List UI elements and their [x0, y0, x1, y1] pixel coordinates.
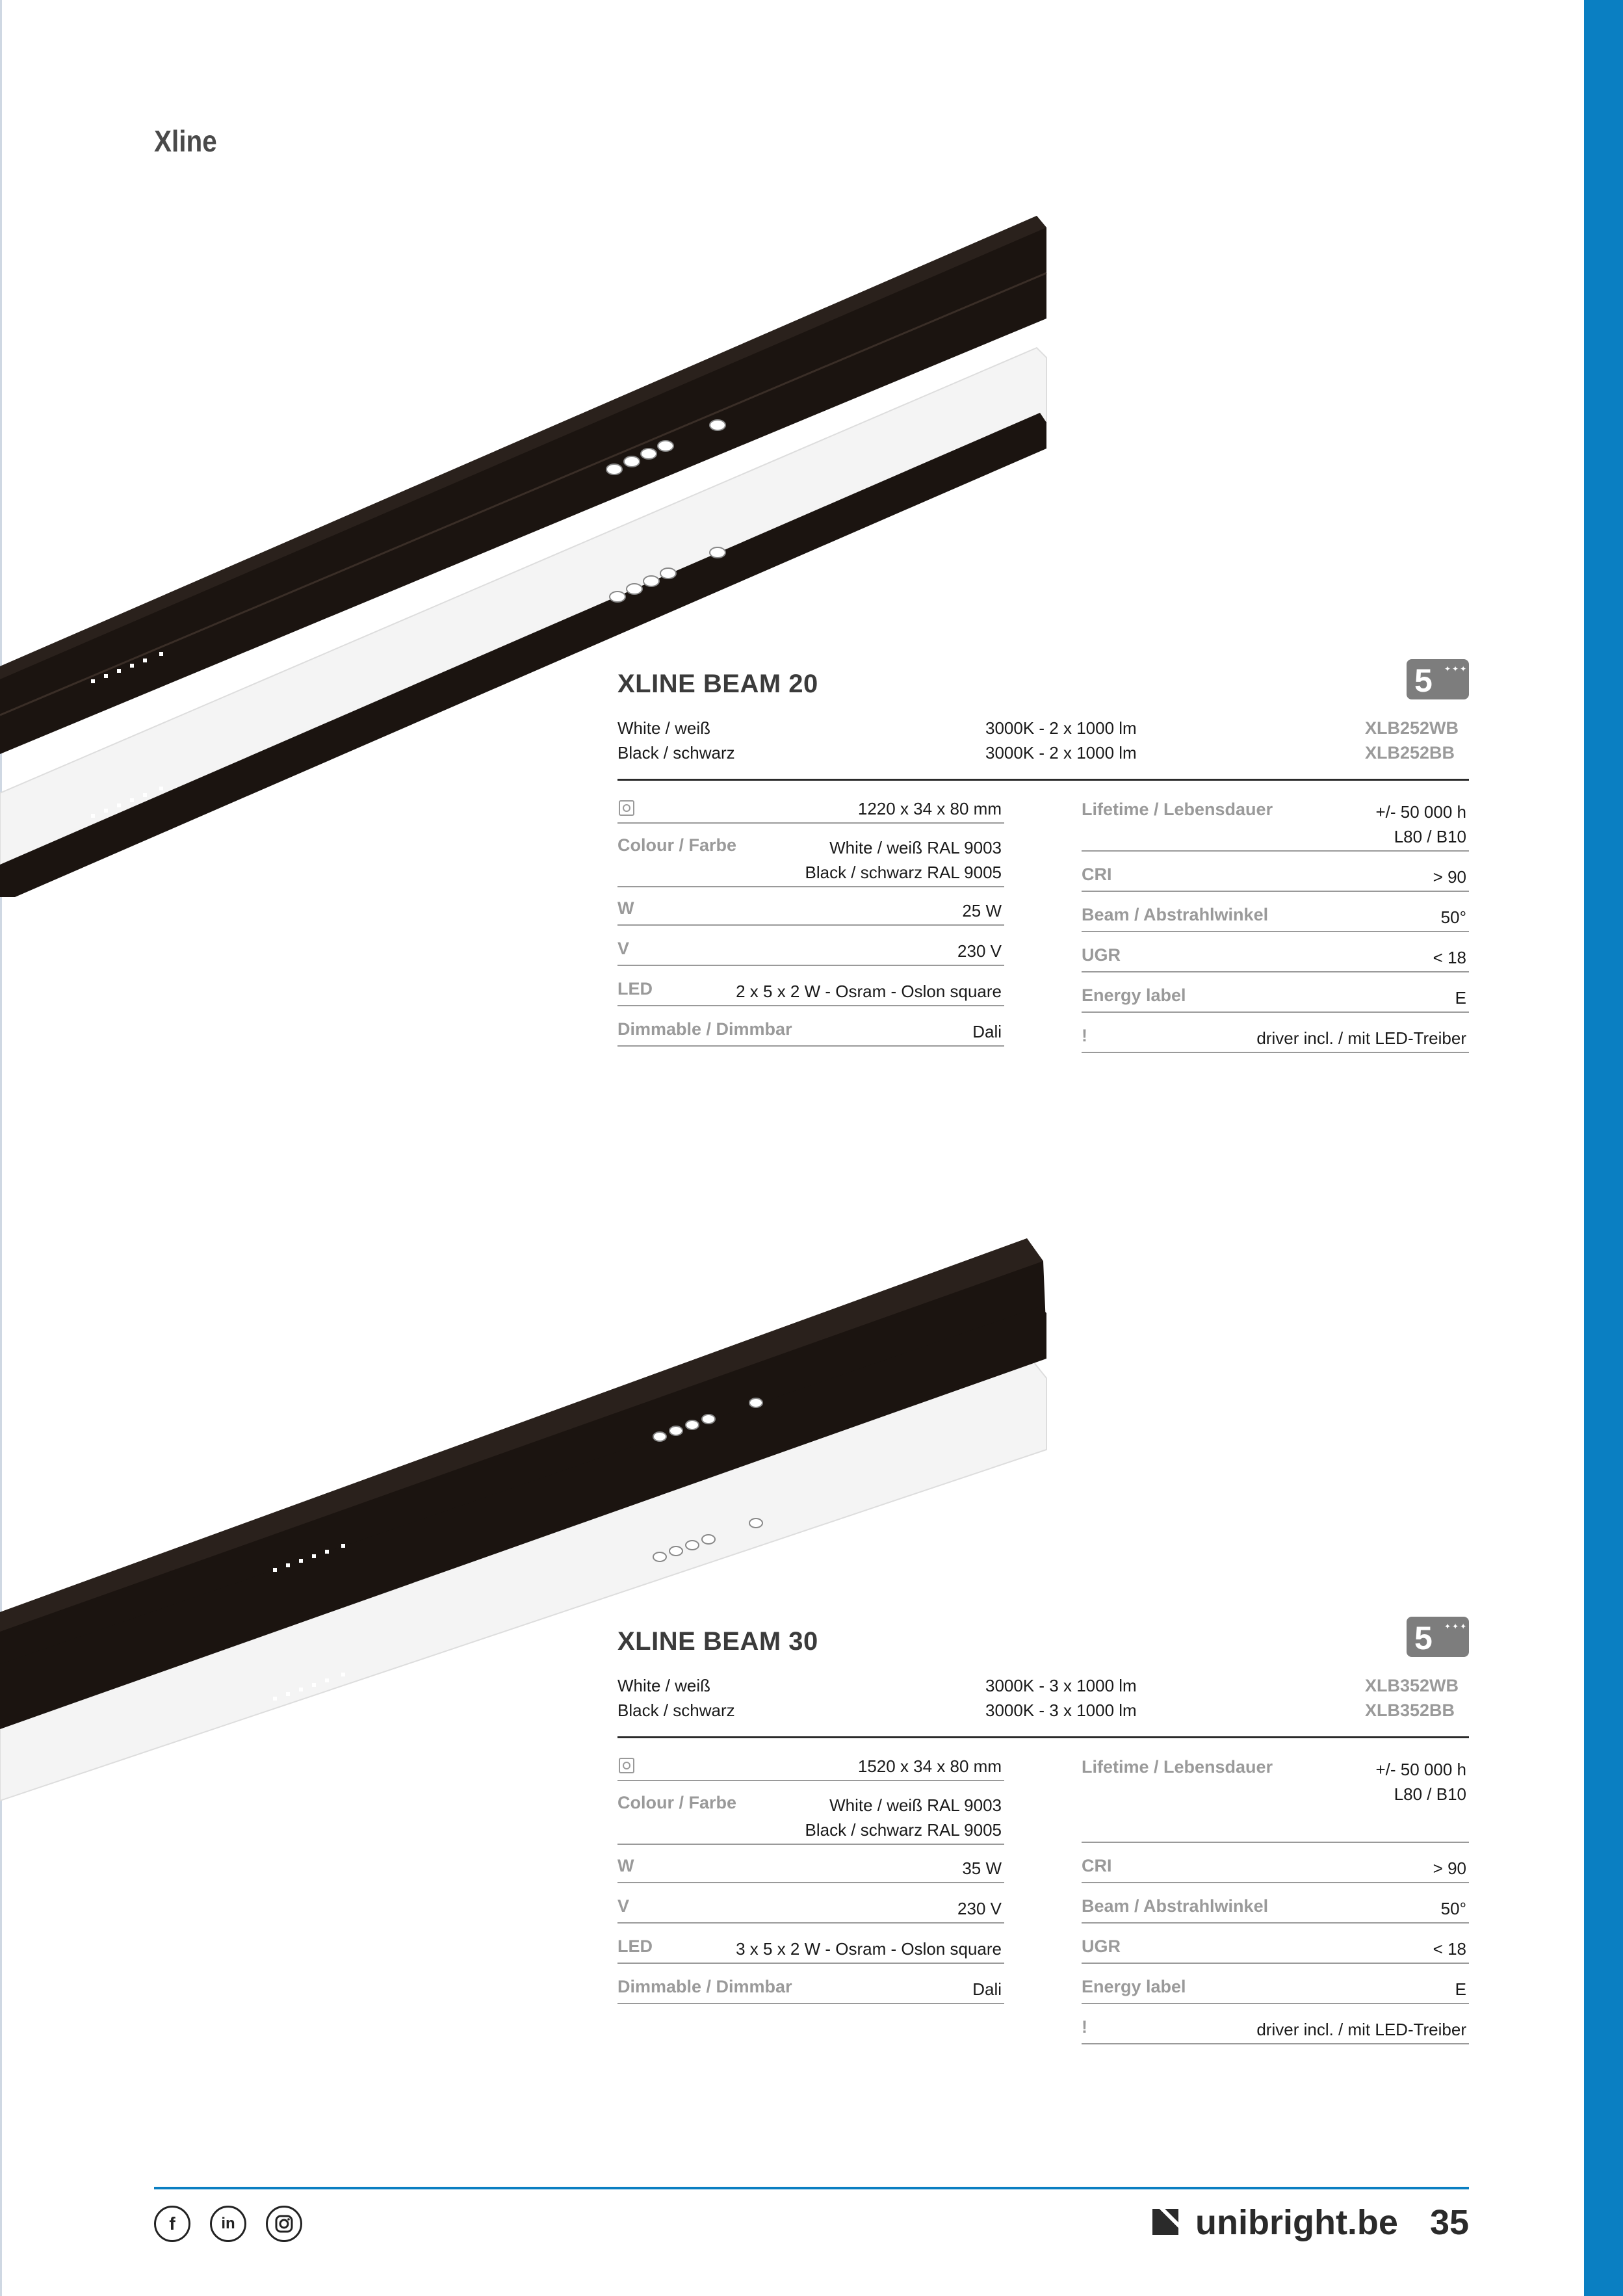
spec-dimensions	[617, 796, 1004, 824]
variant-label: Black / schwarz	[617, 1701, 735, 1720]
spec-value: < 18	[1433, 948, 1466, 967]
spec-label: Energy label	[1082, 985, 1186, 1005]
warranty-badge	[1407, 1617, 1469, 1657]
spec-value: Black / schwarz RAL 9005	[805, 1820, 1002, 1840]
spec-value: 35 W	[962, 1859, 1002, 1878]
spec-value: driver incl. / mit LED-Treiber	[1256, 1028, 1466, 1048]
variant-label: White / weiß	[617, 718, 711, 738]
product-title: XLINE BEAM 30	[617, 1627, 818, 1656]
spec-dimmable	[617, 1019, 1004, 1047]
variant-light: 3000K - 2 x 1000 lm	[985, 718, 1137, 738]
spec-value: driver incl. / mit LED-Treiber	[1256, 2020, 1466, 2039]
variant-light: 3000K - 3 x 1000 lm	[985, 1676, 1137, 1695]
spec-label: W	[617, 1856, 634, 1875]
spec-ugr	[1082, 1937, 1469, 1964]
spec-label: V	[617, 939, 630, 958]
spec-cri	[1082, 865, 1469, 892]
spec-value: Dali	[972, 1979, 1002, 1999]
spec-label: Dimmable / Dimmbar	[617, 1977, 792, 1996]
spec-dimmable	[617, 1977, 1004, 2004]
variant-code: XLB352BB	[1365, 1701, 1455, 1720]
spec-label: !	[1082, 2017, 1087, 2037]
spec-label: Beam / Abstrahlwinkel	[1082, 905, 1269, 924]
variant-label: White / weiß	[617, 1676, 711, 1695]
spec-value: 50°	[1440, 1899, 1466, 1918]
spec-watt	[617, 898, 1004, 926]
spec-label: Beam / Abstrahlwinkel	[1082, 1896, 1269, 1916]
spec-value: Black / schwarz RAL 9005	[805, 863, 1002, 882]
stars-icon: ✦✦✦	[1444, 1622, 1468, 1631]
spec-label: Lifetime / Lebensdauer	[1082, 1757, 1273, 1777]
variant-light: 3000K - 2 x 1000 lm	[985, 743, 1137, 763]
spec-value: +/- 50 000 h	[1375, 802, 1466, 822]
spec-value: 1520 x 34 x 80 mm	[857, 1756, 1002, 1776]
spec-label: LED	[617, 1937, 653, 1956]
spec-label: LED	[617, 979, 653, 998]
spec-label: Energy label	[1082, 1977, 1186, 1996]
spec-value: 25 W	[962, 901, 1002, 920]
variant-code: XLB252WB	[1365, 718, 1459, 738]
spec-volt	[617, 939, 1004, 966]
spec-label: CRI	[1082, 1856, 1112, 1875]
spec-label: CRI	[1082, 865, 1112, 884]
spec-lifetime	[1082, 1757, 1469, 1843]
product-block-beam-30	[617, 1620, 1469, 2050]
dimensions-icon	[619, 800, 634, 816]
spec-value: 50°	[1440, 907, 1466, 927]
warranty-years: 5	[1414, 1620, 1433, 1656]
facebook-icon[interactable]: f	[154, 2206, 190, 2242]
footer-divider	[154, 2187, 1469, 2189]
spec-label: Colour / Farbe	[617, 1793, 737, 1812]
dimensions-icon	[619, 1758, 634, 1773]
spec-energy	[1082, 1977, 1469, 2004]
spec-value: E	[1455, 1979, 1466, 1999]
spec-label: V	[617, 1896, 630, 1916]
spec-ugr	[1082, 945, 1469, 972]
spec-lifetime	[1082, 800, 1469, 852]
warranty-badge	[1407, 659, 1469, 699]
spec-value: White / weiß RAL 9003	[829, 838, 1002, 857]
spec-label: !	[1082, 1026, 1087, 1045]
spec-watt	[617, 1856, 1004, 1883]
spec-value: 230 V	[957, 941, 1002, 961]
spec-label: Colour / Farbe	[617, 835, 737, 855]
spec-value: L80 / B10	[1394, 1784, 1466, 1804]
spec-label: W	[617, 898, 634, 918]
variant-code: XLB252BB	[1365, 743, 1455, 763]
variant-row	[617, 1676, 1469, 1699]
variant-row	[617, 1701, 1469, 1724]
linkedin-icon[interactable]: in	[210, 2206, 246, 2242]
spec-colour	[617, 1793, 1004, 1845]
variant-label: Black / schwarz	[617, 743, 735, 763]
page-number: 35	[1430, 2203, 1470, 2242]
spec-led	[617, 979, 1004, 1006]
brand-name: unibright.be	[1195, 2203, 1398, 2242]
spec-cri	[1082, 1856, 1469, 1883]
brand-mark-icon	[1152, 2209, 1178, 2235]
instagram-icon[interactable]	[266, 2206, 302, 2242]
variant-code: XLB352WB	[1365, 1676, 1459, 1695]
spec-value: L80 / B10	[1394, 827, 1466, 846]
product-title: XLINE BEAM 20	[617, 670, 818, 698]
instagram-glyph	[274, 2214, 294, 2234]
spec-label: UGR	[1082, 945, 1121, 965]
spec-value: > 90	[1433, 1859, 1466, 1878]
spec-value: Dali	[972, 1022, 1002, 1041]
stars-icon: ✦✦✦	[1444, 664, 1468, 673]
header-divider	[617, 1736, 1469, 1738]
spec-value: White / weiß RAL 9003	[829, 1795, 1002, 1815]
spec-beam	[1082, 1896, 1469, 1924]
spec-colour	[617, 835, 1004, 887]
spec-beam	[1082, 905, 1469, 932]
header-divider	[617, 779, 1469, 781]
spec-value: E	[1455, 988, 1466, 1008]
warranty-years: 5	[1414, 662, 1433, 699]
spec-led	[617, 1937, 1004, 1964]
spec-note	[1082, 1026, 1469, 1053]
spec-energy	[1082, 985, 1469, 1013]
variant-row	[617, 743, 1469, 766]
spec-value: 3 x 5 x 2 W - Osram - Oslon square	[736, 1939, 1002, 1959]
spec-volt	[617, 1896, 1004, 1924]
spec-value: +/- 50 000 h	[1375, 1760, 1466, 1779]
spec-note	[1082, 2017, 1469, 2044]
spec-value: > 90	[1433, 867, 1466, 887]
spec-value: < 18	[1433, 1939, 1466, 1959]
spec-label: UGR	[1082, 1937, 1121, 1956]
product-block-beam-20	[617, 662, 1469, 1060]
variant-row	[617, 718, 1469, 742]
spec-dimensions	[617, 1754, 1004, 1781]
accent-sidebar	[1584, 0, 1623, 2296]
spec-value: 1220 x 34 x 80 mm	[857, 799, 1002, 818]
spec-value: 2 x 5 x 2 W - Osram - Oslon square	[736, 982, 1002, 1001]
spec-label: Dimmable / Dimmbar	[617, 1019, 792, 1039]
section-title: Xline	[154, 124, 217, 158]
variant-light: 3000K - 3 x 1000 lm	[985, 1701, 1137, 1720]
spec-label: Lifetime / Lebensdauer	[1082, 800, 1273, 819]
spec-value: 230 V	[957, 1899, 1002, 1918]
